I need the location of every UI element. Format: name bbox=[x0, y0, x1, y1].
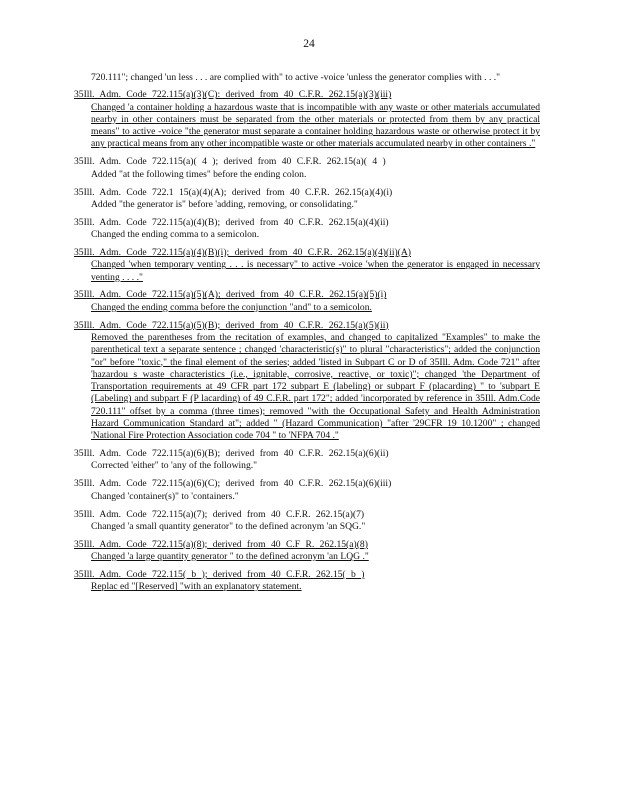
citation: 35Ill. Adm. Code 722.115(a)(5)(A); derived from 40 C.F.R. 262.15(a)(5)(i) bbox=[74, 289, 387, 301]
amendment-entry bbox=[74, 539, 540, 564]
entry-text: Changed 'container(s)" to 'containers." bbox=[91, 490, 239, 502]
entry-text: Changed the ending comma before the conjunction "and" to a semicolon. bbox=[91, 301, 372, 313]
entry-text: Changed 'when temporary venting . . . is necessary" to active -voice 'when the generator is engaged in necessary venting . . . ." bbox=[91, 259, 540, 283]
page-number: 24 bbox=[303, 38, 315, 50]
citation: 35Ill. Adm. Code 722.115(a)(7); derived from 40 C.F.R. 262.15(a)(7) bbox=[74, 508, 365, 520]
amendment-entry bbox=[74, 569, 540, 594]
entry-text: Replac ed "[Reserved] "with an explanatory statement. bbox=[91, 581, 302, 593]
amendment-entry bbox=[74, 156, 540, 181]
amendment-entry bbox=[74, 320, 540, 443]
amendment-entry bbox=[74, 187, 540, 212]
entry-text: Removed the parentheses from the recitation of examples, and changed to capitalized "Examples" to make the parenthetical text a separate sentence ; changed 'characteristic(s)" to plural "characteristics"; added the conjunction "or" before "toxic," the final element of the series; added 'listed in Subpart C or D of 35Ill. Adm. Code 721" after 'hazardou s waste characteristics (i.e., ignitable, corrosive, reactive, or toxic)"; changed 'the Department of Transportation requirements at 49 CFR part 172 subpart E (labeling) or subpart F (placarding) " to 'subpart E (Labeling) and subpart F (P lacarding) of 49 C.F.R. part 172"; added 'incorporated by reference in 35Ill. Adm.Code 720.111" offset by a comma (three times); removed "with the Occupational Safety and Health Administration Hazard Communication Standard at"; added " (Hazard Communication) "after '29CFR 19 10.1200" ; changed 'National Fire Protection Association code 704 " to 'NFPA 704 ." bbox=[91, 331, 540, 442]
amendment-entry bbox=[74, 289, 540, 314]
entry-text: Changed the ending comma to a semicolon. bbox=[91, 229, 260, 241]
entry-text: Changed 'a small quantity generator" to the defined acronym 'an SQG." bbox=[91, 520, 366, 532]
citation: 35Ill. Adm. Code 722.115(a)(6)(B); derived from 40 C.F.R. 262.15(a)(6)(ii) bbox=[74, 448, 389, 460]
page-content bbox=[74, 72, 540, 599]
citation: 35Ill. Adm. Code 722.115(a)(4)(B); derived from 40 C.F.R. 262.15(a)(4)(ii) bbox=[74, 216, 389, 228]
amendment-entry bbox=[74, 509, 540, 534]
amendment-entry bbox=[74, 478, 540, 503]
citation: 35Ill. Adm. Code 722.115(a)( 4 ); derived from 40 C.F.R. 262.15(a)( 4 ) bbox=[74, 156, 386, 168]
citation: 35Ill. Adm. Code 722.115( b ); derived from 40 C.F.R. 262.15( b ) bbox=[74, 568, 365, 580]
entry-text: Changed 'a large quantity generator " to the defined acronym 'an LQG ." bbox=[91, 551, 369, 563]
citation: 35Ill. Adm. Code 722.1 15(a)(4)(A); derived from 40 C.F.R. 262.15(a)(4)(i) bbox=[74, 186, 393, 198]
entry-text: Corrected 'either" to 'any of the following." bbox=[91, 460, 258, 472]
entry-text: Changed 'a container holding a hazardous waste that is incompatible with any waste or other materials accumulated nearby in other containers must be separated from the other materials or protected from them by any practical means" to active -voice "the generator must separate a container holding hazardous waste or otherwise protect it by any practical means from any other incompatible waste or other materials accumulated nearby in other containers ." bbox=[91, 101, 540, 150]
citation: 35Ill. Adm. Code 722.115(a)(3)(C): derived from 40 C.F.R. 262.15(a)(3)(iii) bbox=[74, 89, 392, 101]
entry-text: Added "at the following times" before the ending colon. bbox=[91, 168, 307, 180]
citation: 35Ill. Adm. Code 722.115(a)(8); derived from 40 C.F R. 262.15(a)(8) bbox=[74, 538, 368, 550]
amendment-entry bbox=[74, 448, 540, 473]
citation: 35Ill. Adm. Code 722.115(a)(4)(B)(i); derived from 40 C.F.R. 262.15(a)(4)(ii)(A) bbox=[74, 246, 412, 258]
amendment-entry bbox=[74, 217, 540, 242]
citation: 35Ill. Adm. Code 722.115(a)(6)(C); derived from 40 C.F.R. 262.15(a)(6)(iii) bbox=[74, 478, 392, 490]
entry-text: Added "the generator is" before 'adding, removing, or consolidating." bbox=[91, 198, 358, 210]
continued-paragraph: 720.111"; changed 'un less . . . are complied with" to active -voice 'unless the generator complies with . . ." bbox=[91, 72, 501, 83]
amendment-entry bbox=[74, 89, 540, 150]
amendment-entry bbox=[74, 247, 540, 284]
citation: 35Ill. Adm. Code 722.115(a)(5)(B); derived from 40 C.F.R. 262.15(a)(5)(ii) bbox=[74, 319, 389, 331]
